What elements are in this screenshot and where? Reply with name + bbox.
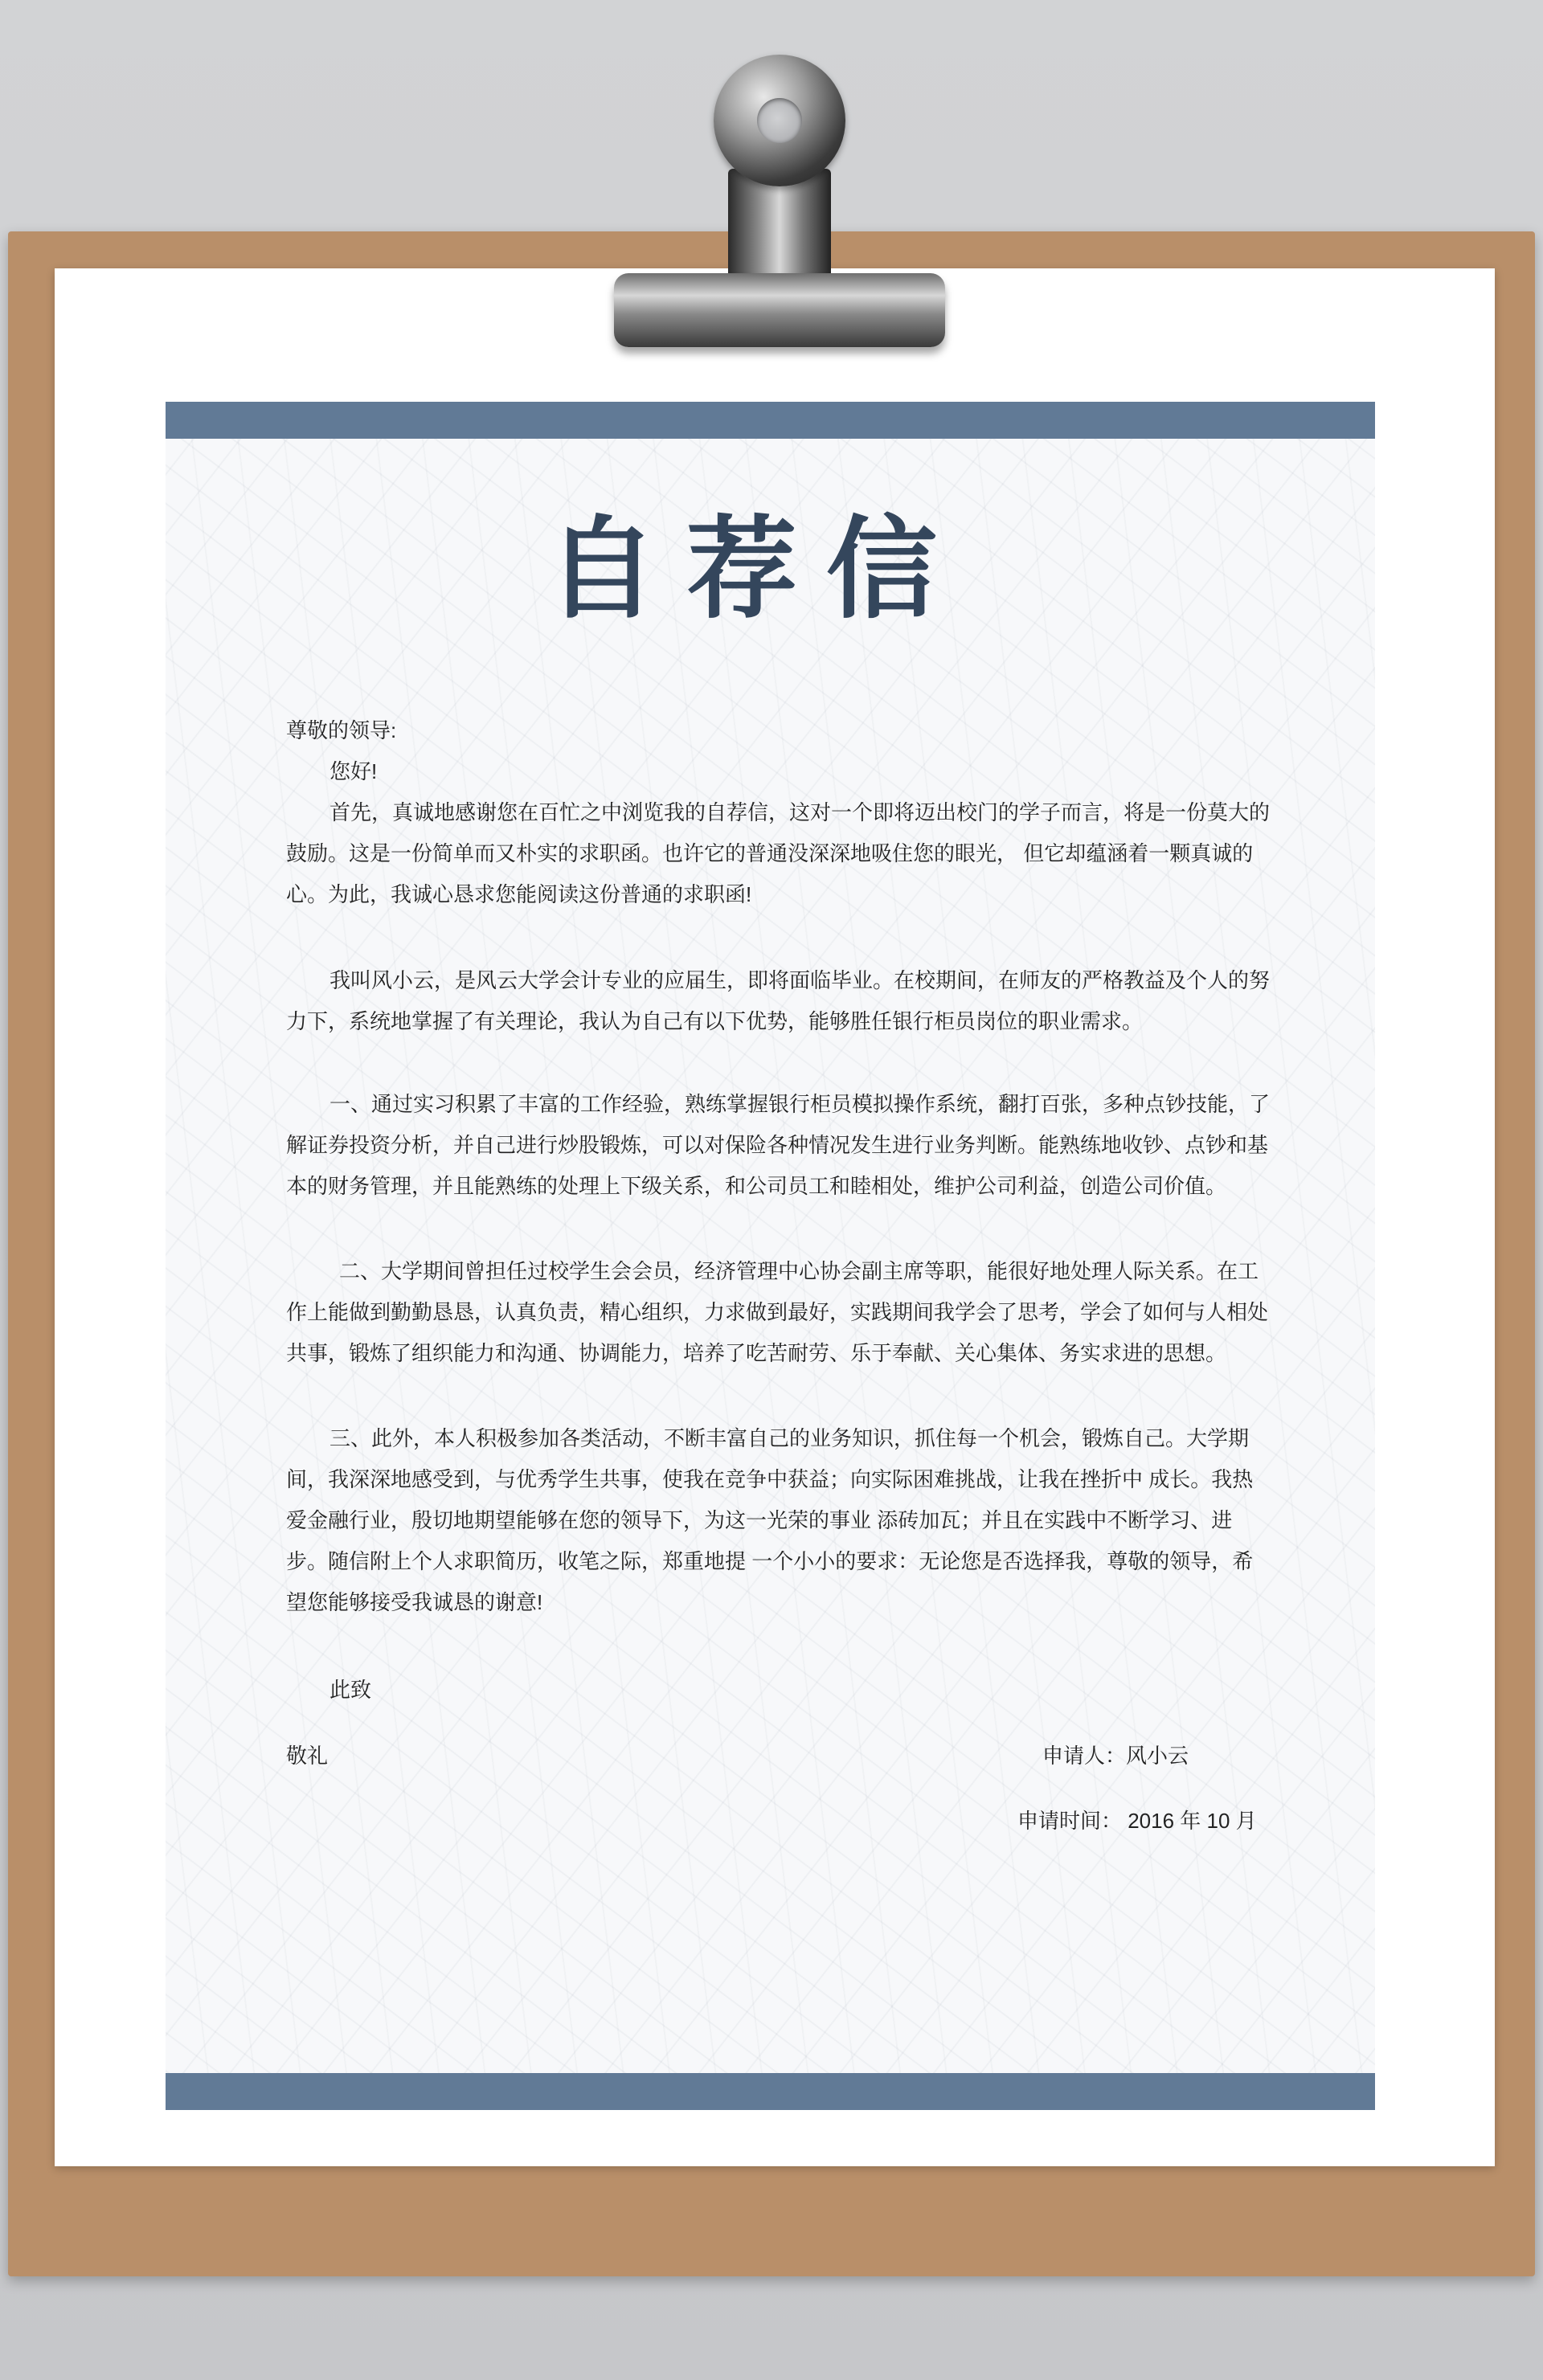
clip-base: [614, 273, 945, 347]
clip-neck: [728, 169, 831, 289]
greeting: 您好!: [329, 759, 378, 783]
letter-title: 自荐信: [546, 503, 967, 634]
top-band: [166, 402, 1375, 439]
salutation: 尊敬的领导:: [286, 718, 397, 742]
bottom-band: [166, 2073, 1375, 2110]
closing-regards: 此致: [329, 1678, 372, 1702]
paragraph-advantage-1: 一、通过实习积累了丰富的工作经验，熟练掌握银行柜员模拟操作系统，翻打百张，多种点钞技能，了解证券投资分析，并自己进行炒股锻炼，可以对保险各种情况发生进行业务判断。能熟练地收钞、点钞和基本的财务管理，并且能熟练的处理上下级关系，和公司员工和睦相处，维护公司利益，创造公司价值。: [286, 1092, 1271, 1198]
applicant-name: 申请人：风小云: [1042, 1744, 1189, 1768]
paragraph-self-introduction: 我叫风小云，是风云大学会计专业的应届生，即将面临毕业。在校期间，在师友的严格教益及个人的努力下，系统地掌握了有关理论，我认为自己有以下优势，能够胜任银行柜员岗位的职业需求。: [286, 968, 1271, 1033]
paragraph-advantage-2: 二、大学期间曾担任过校学生会会员，经济管理中心协会副主席等职，能很好地处理人际关系。在工作上能做到勤勤恳恳，认真负责，精心组织，力求做到最好，实践期间我学会了思考，学会了如何与人相处共事，锻炼了组织能力和沟通、协调能力，培养了吃苦耐劳、乐于奉献、关心集体、务实求进的思想。: [286, 1259, 1269, 1365]
clip-hole: [757, 98, 802, 143]
paragraph-intro: 首先，真诚地感谢您在百忙之中浏览我的自荐信，这对一个即将迈出校门的学子而言，将是一份莫大的鼓励。这是一份简单而又朴实的求职函。也许它的普通没深深地吸住您的眼光， 但它却蕴涵着一颗真诚的心。为此，我诚心恳求您能阅读这份普通的求职函!: [286, 800, 1271, 906]
application-date: 申请时间： 2016 年 10 月: [1017, 1809, 1257, 1833]
paragraph-advantage-3: 三、此外，本人积极参加各类活动，不断丰富自己的业务知识，抓住每一个机会，锻炼自己。大学期间，我深深地感受到，与优秀学生共事，使我在竞争中获益；向实际困难挑战，让我在挫折中 成长。我热爱金融行业，殷切地期望能够在您的领导下，为这一光荣的事业 添砖加瓦；并且在实践中不断学习、进步。随信附上个人求职简历，收笔之际，郑重地提 一个小小的要求：无论您是否选择我，尊敬的领导，希望您能够接受我诚恳的谢意!: [286, 1426, 1254, 1614]
closing-salute: 敬礼: [286, 1744, 329, 1768]
